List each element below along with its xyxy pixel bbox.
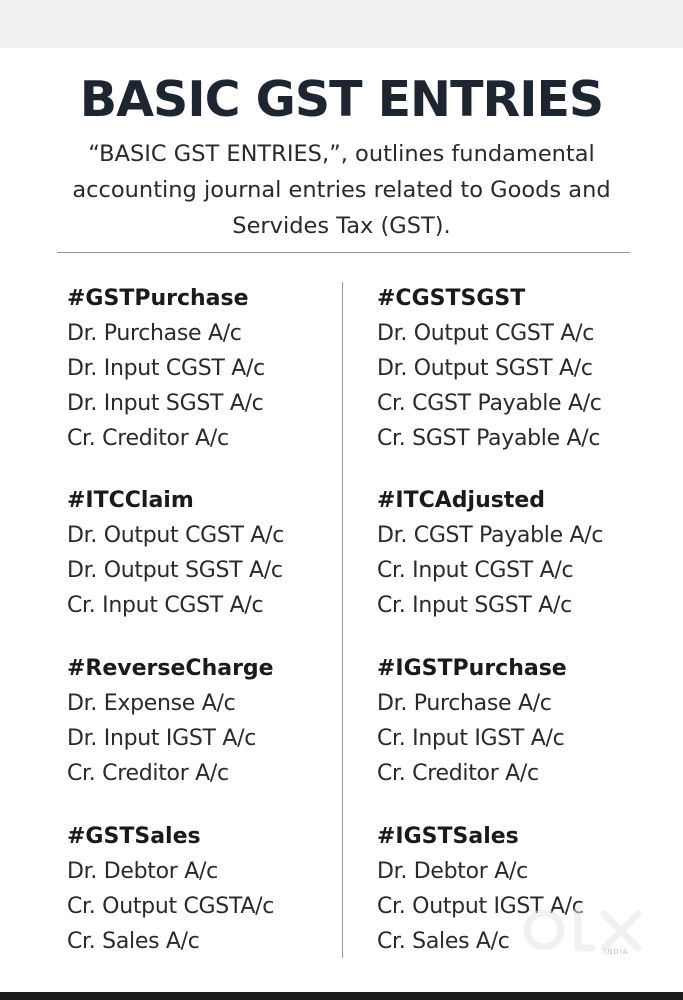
left-column [67, 282, 377, 960]
entry-line: Dr. Output SGST A/c [377, 356, 593, 381]
entry-line: Dr. Debtor A/c [67, 859, 218, 884]
entry-line: Cr. Output IGST A/c [377, 894, 584, 919]
entry-line: Cr. Input CGST A/c [67, 593, 264, 618]
entry-line: Cr. Input SGST A/c [377, 593, 572, 618]
entry-heading: #CGSTSGST [377, 286, 526, 311]
entry-line: Dr. CGST Payable A/c [377, 523, 604, 548]
entry-block [377, 484, 683, 652]
header-divider [57, 252, 630, 253]
watermark-text: INDIA [604, 948, 629, 956]
entry-heading: #ReverseCharge [67, 656, 274, 681]
entry-line: Cr. Input CGST A/c [377, 558, 574, 583]
entry-heading: #GSTPurchase [67, 286, 249, 311]
entry-heading: #GSTSales [67, 824, 201, 849]
entry-heading: #IGSTSales [377, 824, 519, 849]
entry-line: Cr. Creditor A/c [67, 761, 229, 786]
entry-line: Dr. Input CGST A/c [67, 356, 265, 381]
entry-line: Dr. Output SGST A/c [67, 558, 283, 583]
entry-line: Dr. Purchase A/c [67, 321, 242, 346]
entry-line: Dr. Output CGST A/c [67, 523, 285, 548]
page-subtitle: “BASIC GST ENTRIES,”, outlines fundamental accounting journal entries related to Goods and Servides Tax (GST). [72, 141, 611, 239]
entry-line: Dr. Output CGST A/c [377, 321, 595, 346]
entry-line: Dr. Expense A/c [67, 691, 236, 716]
entry-heading: #ITCAdjusted [377, 488, 546, 513]
olx-logo-icon [520, 900, 650, 960]
entry-heading: #ITCClaim [67, 488, 194, 513]
entry-block [67, 484, 377, 652]
entry-block [67, 820, 377, 960]
entry-line: Cr. CGST Payable A/c [377, 391, 602, 416]
entry-line: Cr. Sales A/c [377, 929, 510, 954]
entry-block [377, 282, 683, 484]
entry-line: Cr. Sales A/c [67, 929, 200, 954]
entry-line: Dr. Purchase A/c [377, 691, 552, 716]
bottom-bar [0, 992, 683, 1000]
entry-line: Dr. Debtor A/c [377, 859, 528, 884]
right-column [377, 282, 683, 960]
entry-line: Cr. Creditor A/c [67, 426, 229, 451]
entry-block [67, 282, 377, 484]
entry-line: Cr. Output CGSTA/c [67, 894, 275, 919]
entry-line: Dr. Input SGST A/c [67, 391, 264, 416]
entry-block [67, 652, 377, 820]
top-bar [0, 0, 683, 48]
entry-block [377, 652, 683, 820]
entry-line: Dr. Input IGST A/c [67, 726, 257, 751]
page-title: BASIC GST ENTRIES [79, 71, 604, 128]
entry-line: Cr. Creditor A/c [377, 761, 539, 786]
entry-heading: #IGSTPurchase [377, 656, 567, 681]
entry-line: Cr. Input IGST A/c [377, 726, 565, 751]
entry-line: Cr. SGST Payable A/c [377, 426, 601, 451]
